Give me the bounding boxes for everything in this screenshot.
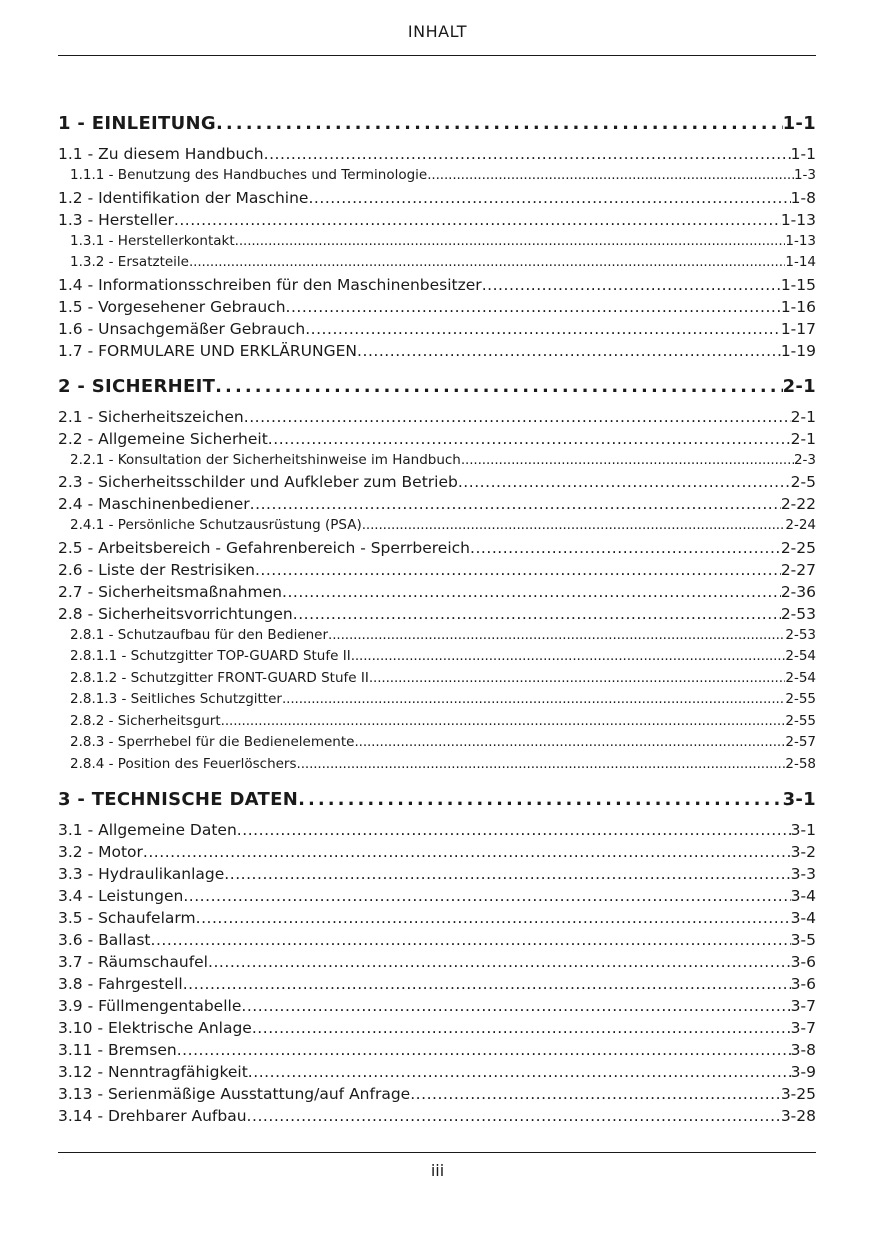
toc-entry-page-number: 2-1 xyxy=(790,407,816,426)
toc-entry-page-number: 3-2 xyxy=(790,843,816,861)
dot-leader xyxy=(357,340,781,362)
toc-subentry[interactable] xyxy=(58,450,816,472)
toc-entry-page-number: 2-53 xyxy=(780,604,816,623)
toc-entry[interactable] xyxy=(58,537,816,559)
toc-entry-label: 3.7 - Räumschaufel xyxy=(58,953,208,971)
toc-entry[interactable] xyxy=(58,340,816,362)
dot-leader xyxy=(268,428,791,450)
toc-subentry-page-number: 2-54 xyxy=(785,646,816,668)
toc-subentry-label: 2.8.1.1 - Schutzgitter TOP-GUARD Stufe II xyxy=(70,646,351,668)
toc-subentry-label: 2.8.1.3 - Seitliches Schutzgitter xyxy=(70,689,282,711)
dot-leader xyxy=(244,406,791,428)
toc-entry[interactable] xyxy=(58,581,816,603)
toc-entry-label: 2.5 - Arbeitsbereich - Gefahrenbereich - Sperrbereich xyxy=(58,538,470,557)
toc-subentry[interactable] xyxy=(58,252,816,274)
toc-entry-label: 1.6 - Unsachgemäßer Gebrauch xyxy=(58,319,306,338)
toc-chapter-heading-label: 2 - SICHERHEIT xyxy=(58,374,215,400)
toc-entry-label: 3.5 - Schaufelarm xyxy=(58,909,196,927)
toc-entry-label: 3.1 - Allgemeine Daten xyxy=(58,821,237,839)
toc-entry[interactable] xyxy=(58,493,816,515)
toc-entry[interactable] xyxy=(58,995,816,1017)
dot-leader xyxy=(174,209,781,231)
dot-leader xyxy=(255,559,781,581)
toc-entry-label: 3.14 - Drehbarer Aufbau xyxy=(58,1107,247,1125)
toc-entry-label: 3.2 - Motor xyxy=(58,843,143,861)
dot-leader xyxy=(369,668,786,690)
toc-entry[interactable] xyxy=(58,1061,816,1083)
dot-leader xyxy=(461,450,794,472)
toc-subentry[interactable] xyxy=(58,754,816,776)
toc-entry-page-number: 3-6 xyxy=(790,953,816,971)
toc-subentry-label: 2.8.4 - Position des Feuerlöschers xyxy=(70,754,297,776)
dot-leader xyxy=(183,973,791,995)
toc-entry-label: 2.1 - Sicherheitszeichen xyxy=(58,407,244,426)
dot-leader xyxy=(247,1105,781,1127)
toc-chapter-heading-page-number: 1-1 xyxy=(783,111,816,137)
dot-leader xyxy=(241,995,790,1017)
toc-entry-label: 1.2 - Identifikation der Maschine xyxy=(58,188,309,207)
toc-entry-page-number: 2-27 xyxy=(780,560,816,579)
toc-entry[interactable] xyxy=(58,885,816,907)
toc-subentry-label: 1.3.1 - Herstellerkontakt xyxy=(70,231,235,253)
dot-leader xyxy=(482,274,781,296)
toc-entry-label: 1.1 - Zu diesem Handbuch xyxy=(58,145,264,163)
toc-entry-page-number: 1-1 xyxy=(790,145,816,163)
toc-entry-label: 2.3 - Sicherheitsschilder und Aufkleber zum Betrieb xyxy=(58,473,458,491)
toc-chapter-heading-page-number: 2-1 xyxy=(783,374,816,400)
toc-entry-label: 2.7 - Sicherheitsmaßnahmen xyxy=(58,582,283,601)
dot-leader xyxy=(264,143,791,165)
toc-entry-page-number: 1-17 xyxy=(780,319,816,338)
toc-entry-label: 3.8 - Fahrgestell xyxy=(58,975,183,993)
toc-entry[interactable] xyxy=(58,1105,816,1127)
toc-entry-label: 1.4 - Informationsschreiben für den Maschinenbesitzer xyxy=(58,275,482,294)
toc-entry-label: 1.3 - Hersteller xyxy=(58,210,174,229)
toc-subentry-page-number: 1-13 xyxy=(785,231,816,253)
toc-entry-page-number: 3-7 xyxy=(790,997,816,1015)
toc-subentry-label: 2.2.1 - Konsultation der Sicherheitshinweise im Handbuch xyxy=(70,450,461,472)
toc-subentry-label: 2.8.1.2 - Schutzgitter FRONT-GUARD Stufe II xyxy=(70,668,369,690)
toc-entry-page-number: 2-1 xyxy=(790,429,816,448)
dot-leader xyxy=(410,1083,781,1105)
toc-subentry[interactable] xyxy=(58,668,816,690)
dot-leader xyxy=(189,252,785,274)
toc-entry-label: 3.9 - Füllmengentabelle xyxy=(58,997,242,1015)
dot-leader xyxy=(286,296,781,318)
toc-subentry[interactable] xyxy=(58,625,816,647)
toc-subentry-page-number: 1-3 xyxy=(794,165,816,187)
toc-subentry-label: 2.8.1 - Schutzaufbau für den Bediener xyxy=(70,625,328,647)
toc-section xyxy=(58,787,816,1127)
toc-entry-page-number: 2-25 xyxy=(780,538,816,557)
dot-leader xyxy=(298,787,783,813)
dot-leader xyxy=(237,819,791,841)
toc-subentry[interactable] xyxy=(58,165,816,187)
toc-entry-page-number: 3-8 xyxy=(790,1041,816,1059)
toc-entry-page-number: 3-3 xyxy=(790,865,816,883)
toc-entry-page-number: 3-4 xyxy=(790,887,816,905)
toc-entry-label: 3.4 - Leistungen xyxy=(58,887,184,905)
dot-leader xyxy=(248,1061,791,1083)
table-of-contents xyxy=(58,111,816,1139)
dot-leader xyxy=(196,907,791,929)
toc-subentry-page-number: 1-14 xyxy=(785,252,816,274)
dot-leader xyxy=(328,625,785,647)
toc-entry-label: 3.3 - Hydraulikanlage xyxy=(58,865,225,883)
toc-subentry-page-number: 2-54 xyxy=(785,668,816,690)
toc-entry[interactable] xyxy=(58,187,816,209)
toc-entry[interactable] xyxy=(58,819,816,841)
toc-entry-page-number: 3-28 xyxy=(780,1107,816,1125)
toc-subentry-label: 1.3.2 - Ersatzteile xyxy=(70,252,189,274)
toc-entry[interactable] xyxy=(58,841,816,863)
toc-entry[interactable] xyxy=(58,296,816,318)
dot-leader xyxy=(293,603,781,625)
toc-entry[interactable] xyxy=(58,559,816,581)
toc-entry[interactable] xyxy=(58,209,816,231)
dot-leader xyxy=(215,374,782,400)
toc-entry[interactable] xyxy=(58,929,816,951)
dot-leader xyxy=(470,537,781,559)
toc-subentry[interactable] xyxy=(58,231,816,253)
toc-entry-page-number: 2-22 xyxy=(780,495,816,513)
toc-subentry[interactable] xyxy=(58,515,816,537)
toc-entry-label: 3.11 - Bremsen xyxy=(58,1041,177,1059)
toc-entry[interactable] xyxy=(58,907,816,929)
toc-entry[interactable] xyxy=(58,1017,816,1039)
toc-entry-page-number: 2-5 xyxy=(790,473,816,491)
toc-entry[interactable] xyxy=(58,1083,816,1105)
toc-entry-page-number: 1-16 xyxy=(780,297,816,316)
toc-subentry-page-number: 2-55 xyxy=(785,689,816,711)
toc-entry-label: 3.13 - Serienmäßige Ausstattung/auf Anfrage xyxy=(58,1085,411,1103)
toc-entry[interactable] xyxy=(58,951,816,973)
toc-chapter-heading[interactable] xyxy=(58,787,816,813)
toc-section xyxy=(58,111,816,362)
toc-subentry-page-number: 2-58 xyxy=(785,754,816,776)
dot-leader xyxy=(250,493,781,515)
dot-leader xyxy=(235,231,786,253)
toc-chapter-heading[interactable] xyxy=(58,374,816,400)
dot-leader xyxy=(221,711,786,733)
toc-subentry-label: 2.8.3 - Sperrhebel für die Bedienelemente xyxy=(70,732,354,754)
toc-entry-page-number: 3-6 xyxy=(790,975,816,993)
toc-entry-page-number: 1-8 xyxy=(790,188,816,207)
toc-entry[interactable] xyxy=(58,143,816,165)
toc-subentry-label: 2.8.2 - Sicherheitsgurt xyxy=(70,711,221,733)
page-number: iii xyxy=(430,1161,445,1180)
toc-entry[interactable] xyxy=(58,863,816,885)
toc-entry-label: 1.5 - Vorgesehener Gebrauch xyxy=(58,297,286,316)
dot-leader xyxy=(216,111,783,137)
dot-leader xyxy=(151,929,791,951)
toc-chapter-heading-page-number: 3-1 xyxy=(783,787,816,813)
toc-entry-label: 3.12 - Nenntragfähigkeit xyxy=(58,1063,248,1081)
dot-leader xyxy=(427,165,794,187)
toc-entry-page-number: 3-9 xyxy=(790,1063,816,1081)
toc-entry-label: 3.6 - Ballast xyxy=(58,931,151,949)
toc-entry-label: 1.7 - FORMULARE UND ERKLÄRUNGEN xyxy=(58,341,358,360)
toc-entry[interactable] xyxy=(58,428,816,450)
toc-entry-page-number: 1-15 xyxy=(780,275,816,294)
toc-entry[interactable] xyxy=(58,603,816,625)
toc-entry-label: 2.6 - Liste der Restrisiken xyxy=(58,560,255,579)
toc-subentry[interactable] xyxy=(58,646,816,668)
toc-entry-label: 3.10 - Elektrische Anlage xyxy=(58,1019,252,1037)
footer-divider xyxy=(58,1152,816,1153)
dot-leader xyxy=(282,581,781,603)
toc-entry-page-number: 3-5 xyxy=(790,931,816,949)
toc-subentry[interactable] xyxy=(58,732,816,754)
toc-entry-page-number: 1-13 xyxy=(780,210,816,229)
header-divider xyxy=(58,55,816,56)
toc-entry-page-number: 3-1 xyxy=(790,821,816,839)
toc-chapter-heading-label: 1 - EINLEITUNG xyxy=(58,111,216,137)
toc-subentry-label: 2.4.1 - Persönliche Schutzausrüstung (PSA) xyxy=(70,515,362,537)
toc-entry[interactable] xyxy=(58,471,816,493)
toc-entry-page-number: 1-19 xyxy=(780,341,816,360)
toc-entry[interactable] xyxy=(58,973,816,995)
toc-subentry-page-number: 2-55 xyxy=(785,711,816,733)
dot-leader xyxy=(208,951,791,973)
dot-leader xyxy=(183,885,790,907)
toc-entry-label: 2.2 - Allgemeine Sicherheit xyxy=(58,429,268,448)
dot-leader xyxy=(308,187,790,209)
toc-entry-label: 2.8 - Sicherheitsvorrichtungen xyxy=(58,604,293,623)
page-header-title: INHALT xyxy=(407,22,468,41)
dot-leader xyxy=(351,646,786,668)
toc-entry-page-number: 3-25 xyxy=(780,1085,816,1103)
toc-entry[interactable] xyxy=(58,1039,816,1061)
dot-leader xyxy=(362,515,786,537)
dot-leader xyxy=(282,689,785,711)
toc-subentry[interactable] xyxy=(58,711,816,733)
toc-entry[interactable] xyxy=(58,274,816,296)
toc-subentry[interactable] xyxy=(58,689,816,711)
toc-subentry-page-number: 2-57 xyxy=(785,732,816,754)
toc-section xyxy=(58,374,816,776)
toc-subentry-label: 1.1.1 - Benutzung des Handbuches und Terminologie xyxy=(70,165,427,187)
dot-leader xyxy=(143,841,791,863)
toc-chapter-heading-label: 3 - TECHNISCHE DATEN xyxy=(58,787,298,813)
toc-entry[interactable] xyxy=(58,318,816,340)
toc-subentry-page-number: 2-3 xyxy=(794,450,816,472)
dot-leader xyxy=(354,732,785,754)
toc-subentry-page-number: 2-53 xyxy=(785,625,816,647)
dot-leader xyxy=(224,863,790,885)
dot-leader xyxy=(297,754,786,776)
toc-subentry-page-number: 2-24 xyxy=(785,515,816,537)
dot-leader xyxy=(252,1017,791,1039)
dot-leader xyxy=(305,318,781,340)
toc-entry-label: 2.4 - Maschinenbediener xyxy=(58,495,250,513)
toc-chapter-heading[interactable] xyxy=(58,111,816,137)
dot-leader xyxy=(177,1039,791,1061)
toc-entry-page-number: 2-36 xyxy=(780,582,816,601)
toc-entry-page-number: 3-7 xyxy=(790,1019,816,1037)
dot-leader xyxy=(458,471,791,493)
toc-entry-page-number: 3-4 xyxy=(790,909,816,927)
toc-entry[interactable] xyxy=(58,406,816,428)
